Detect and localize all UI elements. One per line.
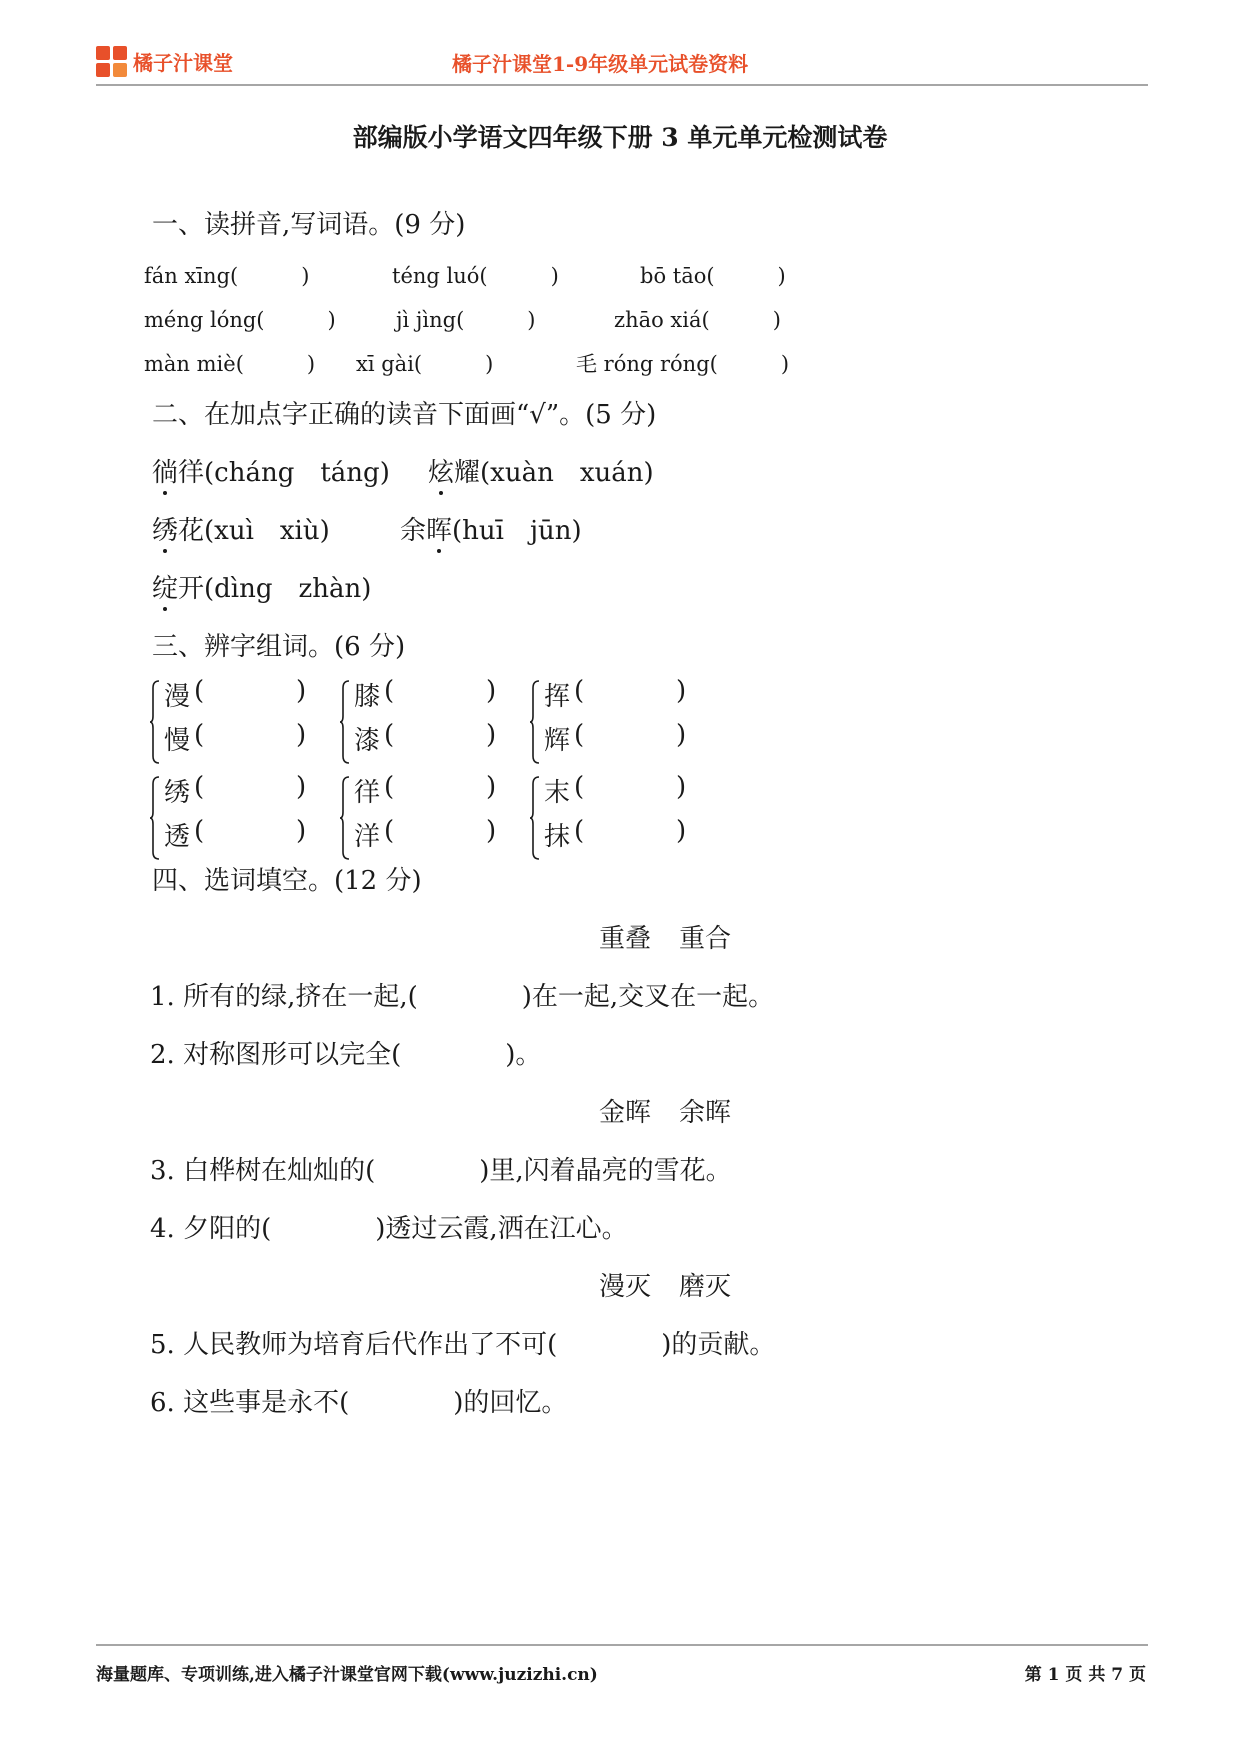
reading-options: 花(xuì xiù) [178, 516, 330, 546]
fill-sentence: 3. 白桦树在灿灿的( )里,闪着晶亮的雪花。 [150, 1156, 732, 1186]
group-char-line [164, 772, 307, 809]
group-char-line [354, 772, 497, 809]
answer-paren-open: ( [384, 816, 395, 846]
dotted-item [152, 510, 330, 547]
curly-brace-icon [530, 776, 540, 860]
answer-paren-close: ) [676, 816, 687, 846]
dotted-item [428, 452, 654, 489]
word-choices-3 [0, 1266, 1240, 1303]
fill-sentence: 4. 夕阳的( )透过云霞,洒在江心。 [150, 1214, 628, 1244]
pinyin-item: xī gài( ) [356, 352, 494, 376]
group-char: 慢 [164, 726, 191, 756]
reading-options: (huī jūn) [452, 516, 582, 546]
dotted-char: 绽 [152, 568, 178, 605]
answer-paren-close: ) [296, 676, 307, 706]
answer-paren-open: ( [574, 676, 585, 706]
dotted-char: 晖 [426, 510, 452, 547]
dotted-char: 徜 [152, 452, 178, 489]
group-char: 徉 [354, 778, 381, 808]
dotted-char: 炫 [428, 452, 454, 489]
char-group [150, 772, 330, 868]
footer-note: 海量题库、专项训练,进入橘子汁课堂官网下载(www.juzizhi.cn) [96, 1665, 598, 1685]
section3-heading: 三、辨字组词。(6 分) [152, 632, 406, 662]
group-char-line [354, 720, 497, 757]
answer-paren-close: ) [296, 816, 307, 846]
group-char-line [544, 720, 687, 757]
answer-paren-close: ) [296, 772, 307, 802]
answer-paren-open: ( [194, 720, 205, 750]
page-number: 第 1 页 共 7 页 [1024, 1665, 1146, 1685]
dotted-item [152, 452, 390, 489]
group-char-line [544, 676, 687, 713]
group-char-line [164, 816, 307, 853]
pinyin-item: fán xīng( ) [144, 264, 310, 288]
answer-paren-close: ) [676, 720, 687, 750]
fill-sentence: 1. 所有的绿,挤在一起,( )在一起,交叉在一起。 [150, 982, 775, 1012]
answer-paren-open: ( [574, 720, 585, 750]
dotted-item [400, 510, 582, 547]
pinyin-item: jì jìng( ) [396, 308, 536, 332]
group-char: 透 [164, 822, 191, 852]
header-title: 橘子汁课堂1-9年级单元试卷资料 [452, 52, 749, 76]
group-char-line [354, 816, 497, 853]
group-char: 漆 [354, 726, 381, 756]
group-char: 末 [544, 778, 571, 808]
answer-paren-open: ( [574, 772, 585, 802]
pinyin-row-3 [144, 348, 789, 378]
fill-sentence: 2. 对称图形可以完全( )。 [150, 1040, 542, 1070]
answer-paren-close: ) [676, 676, 687, 706]
fill-sentence: 6. 这些事是永不( )的回忆。 [150, 1388, 568, 1418]
answer-paren-open: ( [194, 772, 205, 802]
word-choice: 余晖 [679, 1098, 732, 1128]
reading-options: 开(dìng zhàn) [178, 574, 372, 604]
answer-paren-close: ) [486, 720, 497, 750]
char-group [340, 676, 520, 772]
answer-paren-open: ( [384, 772, 395, 802]
pinyin-item: 毛 róng róng( ) [576, 352, 790, 376]
plain-char: 余 [400, 516, 427, 546]
answer-paren-close: ) [296, 720, 307, 750]
group-char: 漫 [164, 682, 191, 712]
logo-squares-icon [96, 46, 127, 77]
answer-paren-close: ) [676, 772, 687, 802]
word-choice: 磨灭 [679, 1272, 732, 1302]
dotted-item [152, 568, 371, 605]
word-choice: 重合 [679, 924, 732, 954]
group-char-line [544, 816, 687, 853]
pinyin-row-1 [144, 260, 786, 290]
section4-heading: 四、选词填空。(12 分) [152, 866, 422, 896]
group-char: 抹 [544, 822, 571, 852]
answer-paren-open: ( [384, 676, 395, 706]
char-group [150, 676, 330, 772]
char-group [530, 676, 710, 772]
answer-paren-close: ) [486, 816, 497, 846]
answer-paren-open: ( [574, 816, 585, 846]
word-choices-1 [0, 918, 1240, 955]
pinyin-item: méng lóng( ) [144, 308, 336, 332]
pinyin-item: téng luó( ) [392, 264, 559, 288]
section1-heading: 一、读拼音,写词语。(9 分) [152, 210, 466, 240]
word-choices-2 [0, 1092, 1240, 1129]
group-char: 洋 [354, 822, 381, 852]
group-char-line [164, 676, 307, 713]
answer-paren-open: ( [384, 720, 395, 750]
answer-paren-open: ( [194, 816, 205, 846]
section2-heading: 二、在加点字正确的读音下面画“√”。(5 分) [152, 400, 657, 430]
pinyin-item: zhāo xiá( ) [614, 308, 781, 332]
fill-sentence: 5. 人民教师为培育后代作出了不可( )的贡献。 [150, 1330, 776, 1360]
brand-logo [96, 44, 233, 78]
curly-brace-icon [530, 680, 540, 764]
reading-options: 徉(cháng táng) [178, 458, 390, 488]
group-char-line [544, 772, 687, 809]
group-char: 挥 [544, 682, 571, 712]
char-group [340, 772, 520, 868]
answer-paren-close: ) [486, 772, 497, 802]
char-group [530, 772, 710, 868]
logo-text: 橘子汁课堂 [133, 50, 233, 75]
curly-brace-icon [340, 680, 350, 764]
group-char-line [164, 720, 307, 757]
answer-paren-close: ) [486, 676, 497, 706]
word-choice: 金晖 [598, 1098, 651, 1128]
footer-divider [96, 1644, 1148, 1646]
reading-options: 耀(xuàn xuán) [454, 458, 654, 488]
pinyin-item: màn miè( ) [144, 352, 316, 376]
group-char: 辉 [544, 726, 571, 756]
dotted-char: 绣 [152, 510, 178, 547]
group-char-line [354, 676, 497, 713]
answer-paren-open: ( [194, 676, 205, 706]
curly-brace-icon [150, 680, 160, 764]
pinyin-row-2 [144, 304, 781, 334]
pinyin-item: bō tāo( ) [640, 264, 786, 288]
document-title: 部编版小学语文四年级下册 3 单元单元检测试卷 [352, 123, 888, 152]
header-divider [96, 84, 1148, 86]
curly-brace-icon [150, 776, 160, 860]
curly-brace-icon [340, 776, 350, 860]
group-char: 绣 [164, 778, 191, 808]
word-choice: 重叠 [598, 924, 651, 954]
word-choice: 漫灭 [598, 1272, 651, 1302]
group-char: 膝 [354, 682, 381, 712]
